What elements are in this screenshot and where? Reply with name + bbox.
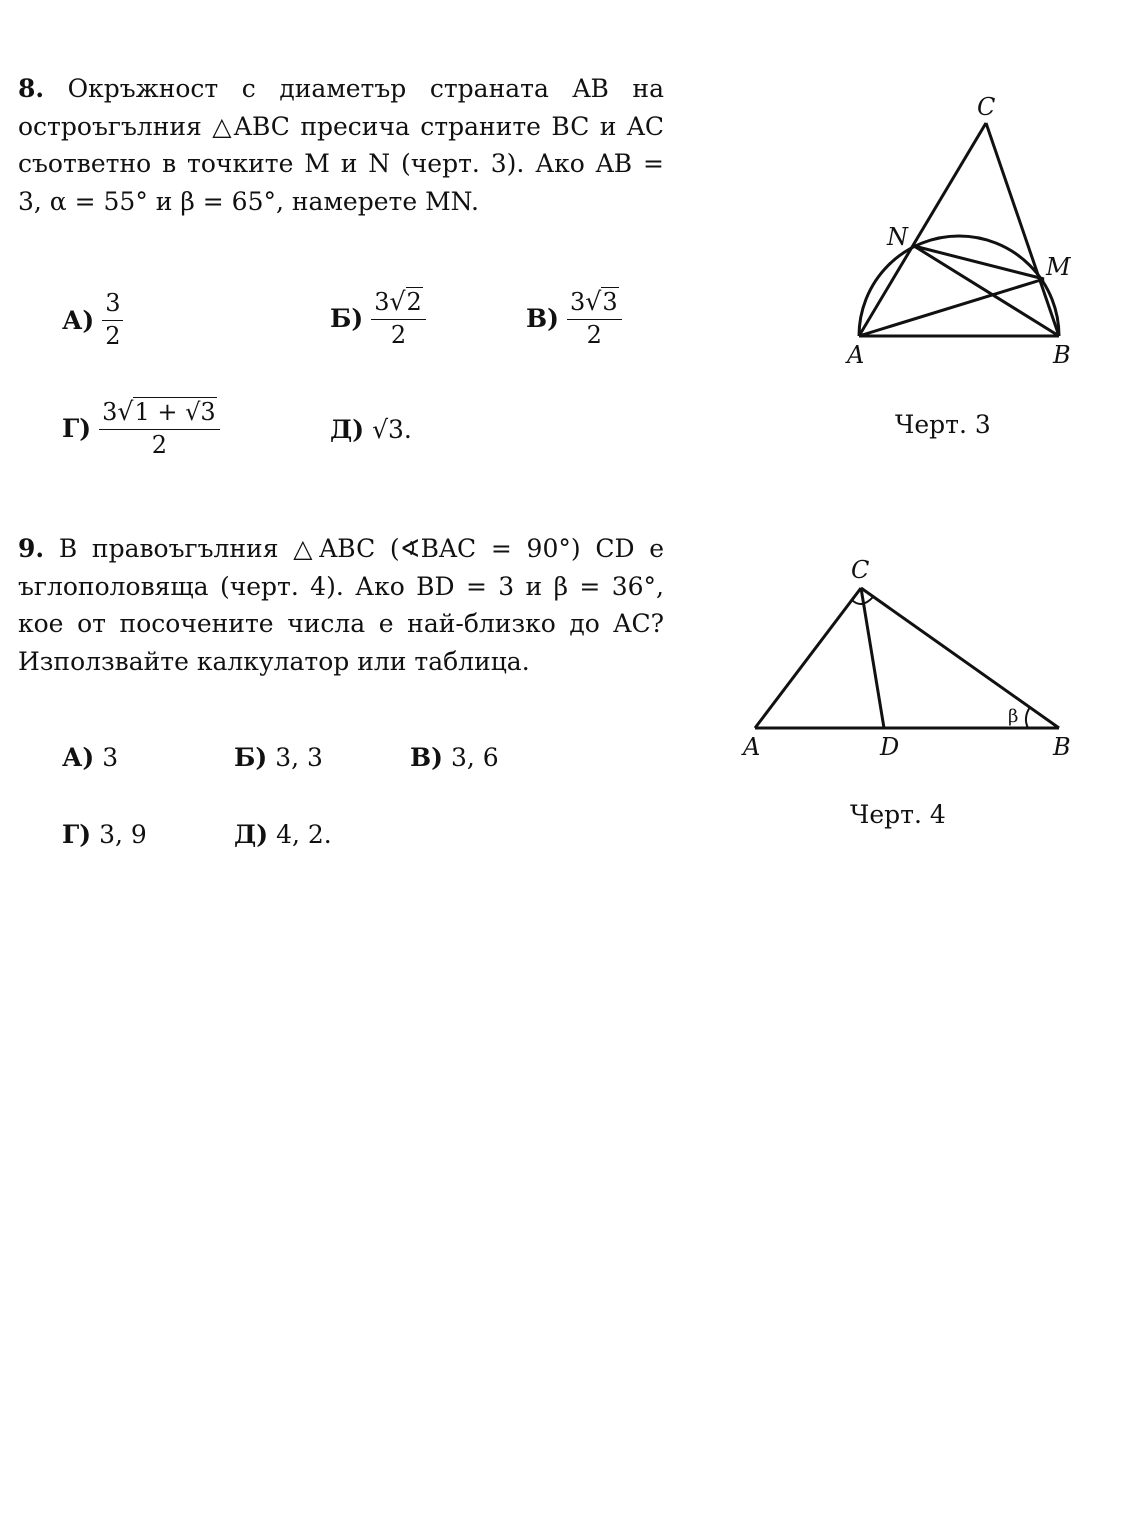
bisector-cd — [861, 588, 884, 728]
p9-option-a: А) 3 — [62, 743, 119, 772]
side-ac — [755, 588, 861, 728]
label-d: D — [880, 733, 900, 761]
p9-option-b: Б) 3, 3 — [234, 743, 323, 772]
p8-option-d-fraction: $\frac{3√1 + √3}{2}$ — [99, 398, 220, 460]
figure-4-diagram — [735, 550, 1095, 770]
p9-option-e: Д) 4, 2. — [234, 820, 332, 849]
label-m: M — [1046, 253, 1071, 281]
label-c: C — [977, 93, 996, 121]
problem-9-statement — [18, 530, 664, 680]
p9-option-c: В) 3, 6 — [410, 743, 499, 772]
figure-3-diagram — [835, 85, 1095, 385]
segment-mn — [914, 246, 1044, 279]
p9-option-d: Г) 3, 9 — [62, 820, 147, 849]
figure-3-caption: Черт. 3 — [895, 410, 991, 439]
label-b: B — [1053, 733, 1071, 761]
problem-9-number: 9. — [18, 534, 45, 563]
p8-option-a: А) $\frac{3}{2}$ — [62, 290, 123, 350]
problem-8-statement — [18, 70, 664, 220]
p8-option-b: Б) $\frac{3√2}{2}$ — [330, 288, 426, 350]
p8-option-c-fraction: $\frac{3√3}{2}$ — [567, 288, 622, 350]
problem-8-number: 8. — [18, 74, 45, 103]
label-a: A — [847, 341, 865, 369]
problem-8-text: Окръжност с диаметър страната AB на остроъгълния △ABC пресича страните BC и AC съответно в точките M и N (черт. 3). Ако AB = 3, α = 55° и β = 65°, намерете MN. — [18, 74, 664, 216]
p8-option-e: Д) √3. — [330, 415, 412, 444]
p8-option-d: Г) $\frac{3√1 + √3}{2}$ — [62, 398, 220, 460]
angle-mark-b — [1026, 707, 1030, 728]
label-c: C — [851, 556, 870, 584]
label-beta: β — [1008, 706, 1019, 727]
segment-bn — [914, 246, 1059, 336]
p8-option-a-fraction: $\frac{3}{2}$ — [102, 290, 123, 350]
label-b: B — [1053, 341, 1071, 369]
label-a: A — [743, 733, 761, 761]
side-bc — [986, 123, 1059, 336]
problem-9-text: В правоъгълния △ABC (∢BAC = 90°) CD е ъглополовяща (черт. 4). Ако BD = 3 и β = 36°, кое от посочените числа е най-близко до AC? Използвайте калкулатор или таблица. — [18, 534, 665, 676]
p8-option-b-fraction: $\frac{3√2}{2}$ — [371, 288, 426, 350]
figure-4-caption: Черт. 4 — [850, 800, 946, 829]
p8-option-c: В) $\frac{3√3}{2}$ — [526, 288, 622, 350]
label-n: N — [887, 223, 908, 251]
